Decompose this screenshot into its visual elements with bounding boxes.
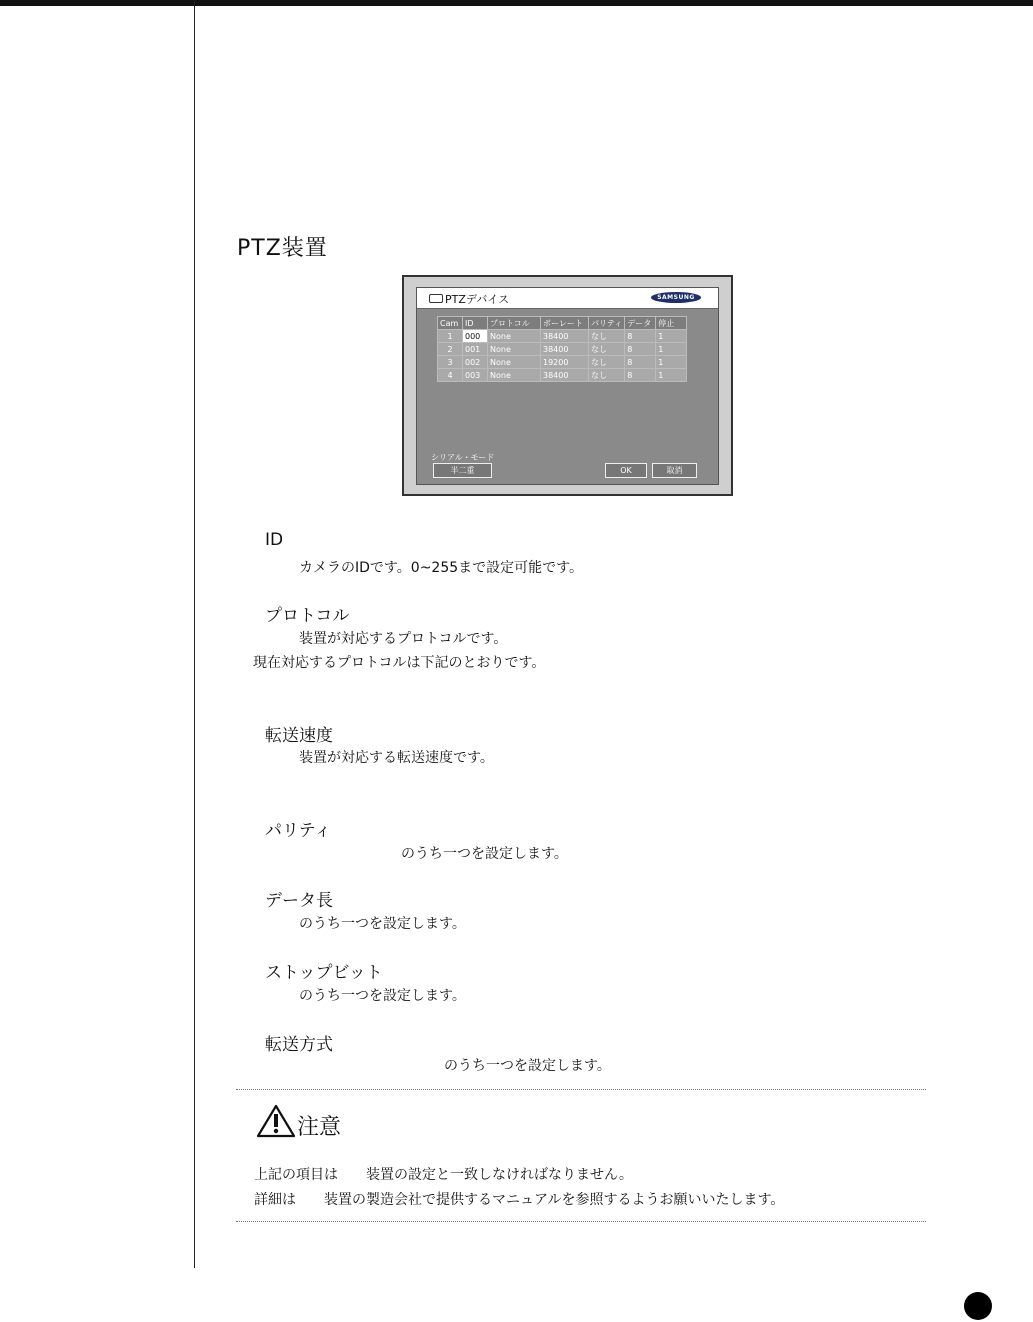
desc-parity: のうち一つを設定します。 bbox=[401, 846, 568, 862]
cancel-button[interactable]: 取消 bbox=[652, 463, 697, 478]
col-cam: Cam bbox=[438, 317, 463, 330]
cell-stop[interactable]: 1 bbox=[656, 330, 687, 343]
col-stop[interactable]: 停止 bbox=[656, 317, 687, 330]
page-marker bbox=[964, 1292, 992, 1320]
section-title: PTZ装置 bbox=[237, 236, 328, 261]
term-transfer-method: 転送方式 bbox=[265, 1035, 333, 1055]
term-protocol: プロトコル bbox=[265, 606, 350, 626]
ptz-panel bbox=[416, 287, 719, 485]
serial-mode-button[interactable]: 半二重 bbox=[433, 463, 492, 478]
margin-rule bbox=[194, 0, 195, 1268]
cell-parity[interactable]: なし bbox=[589, 330, 625, 343]
panel-title: PTZデバイス bbox=[445, 293, 510, 306]
samsung-logo: SAMSUNG bbox=[651, 292, 701, 303]
cell-parity[interactable]: なし bbox=[589, 369, 625, 382]
serial-mode-label: シリアル・モード bbox=[431, 453, 495, 462]
desc-transfer-method: のうち一つを設定します。 bbox=[444, 1058, 611, 1074]
desc-id: カメラのIDです。0~255まで設定可能です。 bbox=[299, 560, 584, 576]
desc-protocol-2: 現在対応するプロトコルは下記のとおりです。 bbox=[253, 655, 546, 671]
cell-stop[interactable]: 1 bbox=[656, 369, 687, 382]
term-data-length: データ長 bbox=[265, 891, 333, 911]
cell-data[interactable]: 8 bbox=[625, 356, 656, 369]
col-id: ID bbox=[463, 317, 488, 330]
ok-button[interactable]: OK bbox=[605, 463, 647, 478]
col-parity[interactable]: パリティ bbox=[589, 317, 625, 330]
cell-baudrate[interactable]: 38400 bbox=[541, 343, 589, 356]
desc-stop-bit: のうち一つを設定します。 bbox=[299, 988, 466, 1004]
cell-baudrate[interactable]: 38400 bbox=[541, 369, 589, 382]
ptz-table bbox=[437, 316, 687, 382]
divider-bottom bbox=[236, 1221, 926, 1222]
table-row[interactable] bbox=[438, 369, 687, 382]
cell-cam: 3 bbox=[438, 356, 463, 369]
term-transfer-speed: 転送速度 bbox=[265, 726, 333, 746]
cell-protocol[interactable]: None bbox=[488, 369, 541, 382]
cell-id[interactable]: 000 bbox=[463, 330, 488, 343]
caution-line-1: 上記の項目は 装置の設定と一致しなければなりません。 bbox=[254, 1167, 633, 1183]
col-data[interactable]: データ bbox=[625, 317, 656, 330]
cell-cam: 1 bbox=[438, 330, 463, 343]
cell-protocol[interactable]: None bbox=[488, 343, 541, 356]
divider-top bbox=[236, 1089, 926, 1090]
warning-icon bbox=[256, 1104, 296, 1138]
term-id: ID bbox=[265, 530, 284, 550]
caution-line-2: 詳細は 装置の製造会社で提供するマニュアルを参照するようお願いいたします。 bbox=[254, 1192, 785, 1208]
cell-protocol[interactable]: None bbox=[488, 330, 541, 343]
term-stop-bit: ストップビット bbox=[265, 963, 383, 983]
cell-stop[interactable]: 1 bbox=[656, 343, 687, 356]
cell-baudrate[interactable]: 19200 bbox=[541, 356, 589, 369]
cell-stop[interactable]: 1 bbox=[656, 356, 687, 369]
desc-transfer-speed: 装置が対応する転送速度です。 bbox=[299, 750, 494, 766]
cell-cam: 4 bbox=[438, 369, 463, 382]
cell-data[interactable]: 8 bbox=[625, 343, 656, 356]
desc-data-length: のうち一つを設定します。 bbox=[299, 916, 466, 932]
cell-id[interactable]: 001 bbox=[463, 343, 488, 356]
cell-data[interactable]: 8 bbox=[625, 330, 656, 343]
col-protocol[interactable]: プロトコル bbox=[488, 317, 541, 330]
table-row[interactable] bbox=[438, 343, 687, 356]
cell-data[interactable]: 8 bbox=[625, 369, 656, 382]
table-row[interactable] bbox=[438, 330, 687, 343]
panel-header bbox=[417, 288, 718, 309]
table-header-row bbox=[438, 317, 687, 330]
cell-parity[interactable]: なし bbox=[589, 356, 625, 369]
cell-cam: 2 bbox=[438, 343, 463, 356]
table-row[interactable] bbox=[438, 356, 687, 369]
ptz-device-screenshot bbox=[402, 275, 733, 496]
term-parity: パリティ bbox=[265, 821, 332, 841]
cell-id[interactable]: 002 bbox=[463, 356, 488, 369]
col-baudrate[interactable]: ボーレート bbox=[541, 317, 589, 330]
camera-icon bbox=[429, 294, 443, 303]
cell-id[interactable]: 003 bbox=[463, 369, 488, 382]
cell-baudrate[interactable]: 38400 bbox=[541, 330, 589, 343]
cell-parity[interactable]: なし bbox=[589, 343, 625, 356]
cell-protocol[interactable]: None bbox=[488, 356, 541, 369]
desc-protocol: 装置が対応するプロトコルです。 bbox=[299, 631, 508, 647]
top-rule bbox=[0, 0, 1033, 6]
caution-label: 注意 bbox=[297, 1115, 342, 1140]
